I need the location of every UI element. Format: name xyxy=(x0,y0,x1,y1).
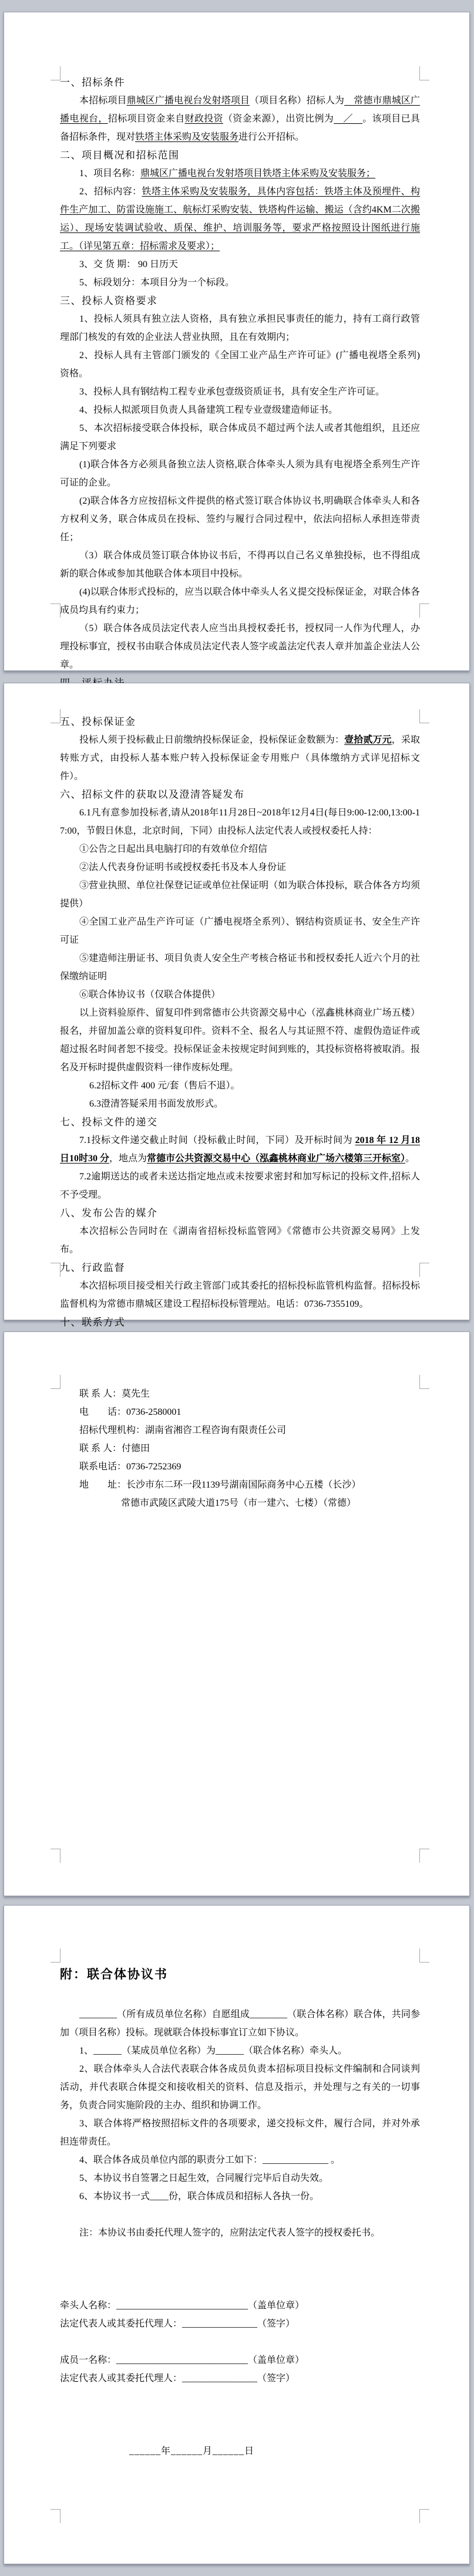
paragraph xyxy=(60,2042,420,2060)
margin-mark-top-left-icon xyxy=(51,1375,60,1389)
text-run: 2、联合体牵头人合法代表联合体各成员负责本招标项目投标文件编制和合同谈判活动，并代表联合体提交和接收相关的资料、信息及指示，并处理与之有关的一切事务，负责合同实施阶段的主办、组织和协调工作。 xyxy=(60,2064,420,2110)
text-run: （签字） xyxy=(257,2373,295,2383)
text-run: 本次招标项目接受相关行政主管部门或其委托的招标投标监管机构监督。招标投标监督机构为常德市鼎城区建设工程招标投标管理站。电话：0736-7355109。 xyxy=(60,1281,420,1309)
paragraph xyxy=(60,2187,420,2206)
margin-mark-bottom-left-icon xyxy=(51,1849,60,1863)
text-run: 。该项目已具备招标条件，现对 xyxy=(60,114,420,142)
date-line xyxy=(60,2442,420,2460)
text-run: 壹拾贰万元 xyxy=(344,735,392,745)
text-run: ，地点为 xyxy=(109,1154,147,1164)
text-run: 3、交 货 期： 90 日历天 xyxy=(79,259,179,269)
paragraph xyxy=(60,619,420,674)
section-10-heading xyxy=(60,1313,420,1331)
margin-mark-top-right-icon xyxy=(419,1375,429,1389)
paragraph xyxy=(60,547,420,583)
paragraph xyxy=(60,1095,420,1113)
paragraph xyxy=(60,804,420,840)
paragraph xyxy=(60,419,420,456)
paragraph xyxy=(60,383,420,401)
text-run: 电 话：0736-2580001 xyxy=(79,1407,181,1417)
paragraph xyxy=(60,2060,420,2115)
page-2-content xyxy=(60,713,420,1368)
text-run: 常德市鼎城区广播电视台， xyxy=(60,96,420,124)
text-run: 4、投标人拟派项目负责人具备建筑工程专业壹级建造师证书。 xyxy=(79,405,338,415)
section-8-heading xyxy=(60,1204,420,1222)
paragraph xyxy=(60,164,420,183)
text-run: ③营业执照、单位社保登记证或单位社保证明（如为联合体投标，联合体各方均须提供） xyxy=(60,881,420,909)
paragraph xyxy=(60,986,420,1004)
text-run: 5、标段划分：本项目分为一个标段。 xyxy=(79,278,235,288)
margin-mark-bottom-right-icon xyxy=(419,603,429,618)
text-run: 联 系 人：莫先生 xyxy=(79,1389,150,1399)
margin-mark-bottom-right-icon xyxy=(419,1263,429,1277)
text-run: 联 系 人：付德田 xyxy=(79,1444,150,1454)
paragraph xyxy=(60,1077,420,1095)
paragraph xyxy=(60,1004,420,1077)
text-run: 5、本次招标接受联合体投标，联合体成员不超过两个法人或者其他组织，且还应满足下列要求 xyxy=(60,423,420,451)
paragraph xyxy=(60,183,420,255)
text-run: 招标项目资金来自 xyxy=(107,114,185,124)
paragraph xyxy=(60,2005,420,2042)
text-run: 鼎城区广播电视台发射塔项目铁塔主体采购及安装服务； xyxy=(140,168,376,178)
paragraph xyxy=(60,1494,420,1512)
text-run: 铁塔主体采购及安装服务 xyxy=(135,132,239,142)
page-2[interactable] xyxy=(4,683,470,1328)
member-name-line xyxy=(60,2351,420,2369)
text-run: 法定代表人或其委托代理人： xyxy=(60,2319,183,2329)
paragraph xyxy=(60,1987,420,2005)
text-run: 1、投标人须具有独立法人资格，具有独立承担民事责任的能力，持有工商行政管理部门核发的有效的企业法人营业执照，且在有效期内； xyxy=(60,314,420,342)
attachment-title xyxy=(60,1961,420,1987)
paragraph xyxy=(60,456,420,492)
leader-sign-line xyxy=(60,2315,420,2333)
margin-mark-top-right-icon xyxy=(419,709,429,723)
text-run: 2、招标内容： xyxy=(79,187,142,197)
text-run: 1、项目名称： xyxy=(79,168,141,178)
paragraph xyxy=(60,1131,420,1168)
paragraph xyxy=(60,1277,420,1313)
text-run: ________（所有成员单位名称）自愿组成________（联合体名称）联合体，共同参加（项目名称）投标。现就联合体投标事宜订立如下协议。 xyxy=(60,2009,420,2038)
text-run: （签字） xyxy=(257,2319,295,2329)
margin-mark-bottom-right-icon xyxy=(419,1849,429,1863)
text-run: 本招标项目 xyxy=(79,96,127,106)
section-7-heading xyxy=(60,1113,420,1131)
paragraph xyxy=(60,1458,420,1476)
paragraph xyxy=(60,1403,420,1421)
text-run: 投标人须于投标截止日前缴纳投标保证金，投标保证金数额为： xyxy=(79,735,345,745)
text-run: 4、联合体各成员单位内部的职责分工如下：______________ 。 xyxy=(79,2155,341,2165)
text-run: ⑤建造师注册证书、项目负责人安全生产考核合格证书和授权委托人近六个月的社保缴纳证明 xyxy=(60,953,420,982)
text-run: （3）联合体成员签订联合体协议书后，不得再以自己名义单独投标，也不得组成新的联合体或参加其他联合体本项目中投标。 xyxy=(60,551,420,579)
paragraph xyxy=(60,1439,420,1458)
text-run: 1、______（某成员单位名称）为______（联合体名称）牵头人。 xyxy=(79,2046,348,2056)
text-run: 2018 年 12 月18日10时30 分 xyxy=(60,1135,420,1164)
section-3-heading xyxy=(60,292,420,310)
paragraph xyxy=(60,2278,420,2297)
text-run: 6.2招标文件 400 元/套（售后不退）。 xyxy=(89,1081,240,1091)
paragraph xyxy=(60,274,420,292)
member-sign-line xyxy=(60,2369,420,2388)
text-run: 招标代理机构：湖南省湘咨工程咨询有限责任公司 xyxy=(79,1425,287,1435)
paragraph xyxy=(60,92,420,146)
paragraph xyxy=(60,2224,420,2242)
text-run: ②法人代表身份证明书或授权委托书及本人身份证 xyxy=(79,862,287,872)
page-3[interactable] xyxy=(4,1331,470,1896)
paragraph xyxy=(60,492,420,547)
leader-name-line xyxy=(60,2297,420,2315)
page-4-content xyxy=(60,1961,420,2460)
text-run: ①公告之日起出具电脑打印的有效单位介绍信 xyxy=(79,844,268,854)
text-run: （项目名称）招标人为 xyxy=(250,96,345,106)
paragraph xyxy=(60,1385,420,1403)
paragraph xyxy=(60,949,420,986)
text-run: 本次招标公告同时在《湖南省招标投标监管网》《常德市公共资源交易网》上发布。 xyxy=(60,1226,420,1255)
paragraph xyxy=(60,2333,420,2351)
text-run: 铁塔主体采购及安装服务，具体内容包括：铁塔主体及预埋件、构件生产加工、防雷设施施工、航标灯采购安装、铁塔构件运输、搬运（含约4KM二次搬运）、现场安装调试验收、质保、维护、培训服务等，要求严格按照设计图纸进行施工。（详见第五章：招标需求及要求）； xyxy=(60,187,420,251)
text-run: 3、联合体将严格按照招标文件的各项要求，递交投标文件，履行合同，并对外承担连带责任。 xyxy=(60,2119,420,2147)
text-run: 地 址：长沙市东二环一段1139号湖南国际商务中心五楼（长沙） xyxy=(79,1480,361,1490)
section-1-heading xyxy=(60,73,420,92)
text-run: 联系电话：0736-7252369 xyxy=(79,1462,181,1472)
text-run: 七、投标文件的递交 xyxy=(60,1117,158,1128)
margin-mark-bottom-left-icon xyxy=(51,603,60,618)
text-run: 财政投资 xyxy=(184,114,223,124)
text-run: ④全国工业产品生产许可证（广播电视塔全系列）、钢结构资质证书、安全生产许可证 xyxy=(60,917,420,945)
margin-mark-top-right-icon xyxy=(419,66,429,80)
text-run: 6.3澄清答疑采用书面发放形式。 xyxy=(89,1099,224,1109)
paragraph xyxy=(60,2388,420,2406)
text-run: （盖单位章） xyxy=(248,2301,305,2311)
paragraph xyxy=(60,2169,420,2187)
text-run: ／ xyxy=(334,114,363,124)
text-run: 二、项目概况和招标范围 xyxy=(60,150,180,161)
margin-mark-bottom-left-icon xyxy=(51,1263,60,1277)
margin-mark-top-left-icon xyxy=(51,1948,60,1963)
page-1-content xyxy=(60,73,420,710)
paragraph xyxy=(60,2115,420,2151)
text-run: (4)以联合体形式投标的，应当以联合体中牵头人名义提交投标保证金，对联合体各成员均具有约束力； xyxy=(60,587,420,615)
paragraph xyxy=(60,858,420,876)
paragraph xyxy=(60,876,420,913)
text-run: ，采取转账方式，由投标人基本账户转入投标保证金专用账户（具体缴纳方式详见招标文件）。 xyxy=(60,735,420,781)
paragraph xyxy=(60,2242,420,2260)
text-run: 2、投标人具有主管部门颁发的《全国工业产品生产许可证》(广播电视塔全系列) 资格。 xyxy=(60,350,420,379)
text-run: ____________________________ xyxy=(116,2301,248,2311)
margin-mark-top-left-icon xyxy=(51,66,60,80)
text-run: （5）联合体各成员法定代表人应当出具授权委托书，授权同一人作为代理人，办理投标事宜，授权书由联合体成员法定代表人签字或盖法定代表人章并加盖企业法人公章。 xyxy=(60,623,420,670)
paragraph xyxy=(60,2206,420,2224)
text-run: 注：本协议书由委托代理人签字的，应附法定代表人签字的授权委托书。 xyxy=(79,2228,381,2238)
paragraph xyxy=(60,2151,420,2169)
text-run: 进行公开招标。 xyxy=(238,132,305,142)
text-run: 九、行政监督 xyxy=(60,1262,125,1273)
text-run: ______年______月______日 xyxy=(129,2446,255,2456)
text-run: 3、投标人具有钢结构工程专业承包壹级资质证书，具有安全生产许可证。 xyxy=(79,387,385,397)
text-run: 7.1投标文件递交截止时间（投标截止时间，下同）及开标时间为 xyxy=(79,1135,355,1145)
text-run: 5、本协议书自签署之日起生效，合同履行完毕后自动失效。 xyxy=(79,2173,329,2183)
text-run: 十、联系方式 xyxy=(60,1317,125,1328)
margin-mark-top-right-icon xyxy=(419,1948,429,1963)
paragraph xyxy=(60,346,420,383)
text-run: 八、发布公告的媒介 xyxy=(60,1208,158,1219)
text-run: 6、本协议书一式____份，联合体成员和招标人各执一份。 xyxy=(79,2191,320,2201)
section-5-heading xyxy=(60,713,420,731)
text-run: 成员一名称： xyxy=(60,2355,117,2365)
paragraph xyxy=(60,2424,420,2442)
text-run: ________________ xyxy=(182,2373,258,2383)
paragraph xyxy=(60,583,420,619)
text-run: 7.2逾期送达的或者未送达指定地点或未按要求密封和加写标记的投标文件,招标人不予受理。 xyxy=(60,1172,420,1200)
text-run: (1)联合体各方必须具备独立法人资格,联合体牵头人须为具有电视塔全系列生产许可证的企业。 xyxy=(60,460,420,488)
paragraph xyxy=(60,840,420,858)
paragraph xyxy=(60,310,420,346)
text-run: 一、招标条件 xyxy=(60,77,125,88)
text-run: ⑥联合体协议书（仅联合体提供） xyxy=(79,990,221,1000)
paragraph xyxy=(60,731,420,785)
text-run: 。 xyxy=(405,1154,415,1164)
text-run: (2)联合体各方应按招标文件提供的格式签订联合体协议书,明确联合体牵头人和各方权利义务，联合体成员在投标、签约与履行合同过程中，依法向招标人承担连带责任； xyxy=(60,496,420,542)
text-run: 鼎城区广播电视台发射塔项目 xyxy=(126,96,250,106)
text-run: 常德市公共资源交易中心（泓鑫桃林商业广场六楼第三开标室） xyxy=(147,1154,406,1164)
paragraph xyxy=(60,1168,420,1204)
text-run: ________________ xyxy=(182,2319,258,2329)
page-3-content xyxy=(60,1385,420,1512)
paragraph xyxy=(60,255,420,274)
text-run: 三、投标人资格要求 xyxy=(60,295,158,306)
text-run: 常德市武陵区武陵大道175号（市一建六、七楼）（常德） xyxy=(121,1498,357,1508)
section-2-heading xyxy=(60,146,420,164)
text-run: 法定代表人或其委托代理人： xyxy=(60,2373,183,2383)
text-run: 附：联合体协议书 xyxy=(60,1967,168,1981)
text-run: 五、投标保证金 xyxy=(60,716,136,727)
text-run: ____________________________ xyxy=(116,2355,248,2365)
text-run: （盖单位章） xyxy=(248,2355,305,2365)
text-run: 牵头人名称： xyxy=(60,2301,117,2311)
text-run: 6.1凡有意参加投标者,请从2018年11月28日~2018年12月4日(每日9:00-12:00,13:00-17:00，节假日休息，北京时间，下同）由投标人法定代表人或授权委托人持： xyxy=(60,808,420,836)
paragraph xyxy=(60,913,420,949)
page-1[interactable] xyxy=(4,12,470,671)
margin-mark-bottom-right-icon xyxy=(419,2509,429,2523)
paragraph xyxy=(60,1421,420,1439)
paragraph xyxy=(60,1222,420,1259)
text-run: 六、招标文件的获取以及澄清答疑发布 xyxy=(60,789,245,800)
section-6-heading xyxy=(60,785,420,804)
text-run: 以上资料验原件、留复印件到常德市公共资源交易中心（泓鑫桃林商业广场五楼）报名，并留加盖公章的资料复印件。资料不全、报名人与其证照不符、虚假伪造证件或超过报名时间者恕不接受。投标保证金未按规定时间到账的，其投标资格将被取消。报名及开标时提供虚假资料一律作废标处理。 xyxy=(60,1008,420,1073)
margin-mark-bottom-left-icon xyxy=(51,2509,60,2523)
text-run: （资金来源），出资比例为 xyxy=(223,114,334,124)
margin-mark-top-left-icon xyxy=(51,709,60,723)
page-4[interactable] xyxy=(4,1905,470,2564)
paragraph xyxy=(60,2260,420,2278)
paragraph xyxy=(60,2406,420,2424)
paragraph xyxy=(60,1476,420,1494)
section-9-heading xyxy=(60,1259,420,1277)
paragraph xyxy=(60,401,420,419)
